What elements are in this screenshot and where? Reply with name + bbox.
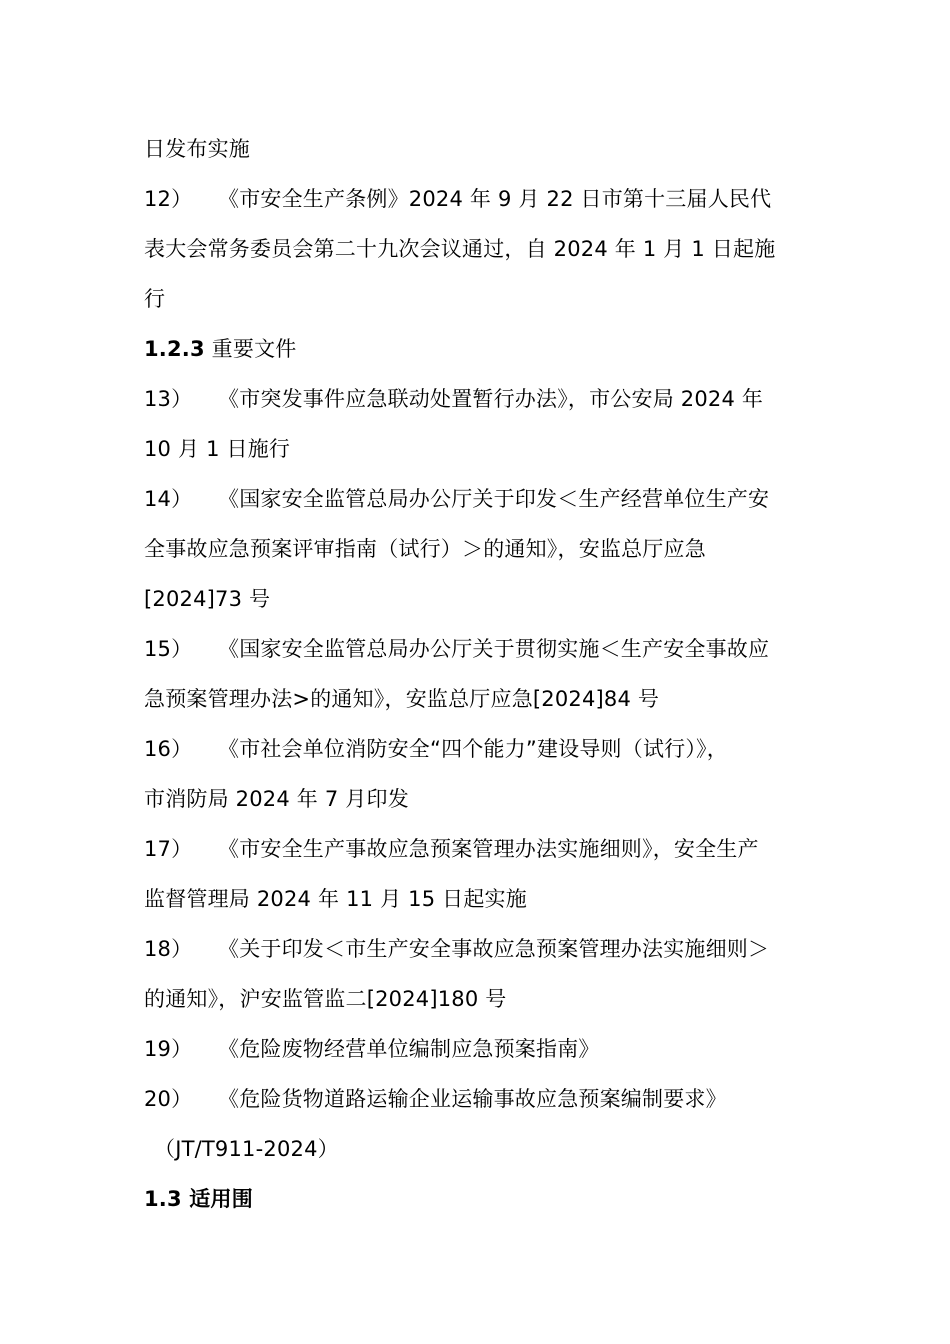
text-line: （JT/T911-2024） <box>154 1137 339 1161</box>
item-number: 19） <box>144 1037 193 1061</box>
list-item-17 <box>144 824 808 874</box>
item-number: 18） <box>144 937 193 961</box>
text-line: 行 <box>144 287 166 311</box>
text-line: 全事故应急预案评审指南（试行）＞的通知》，安监总厅应急 <box>144 537 706 561</box>
list-item-12 <box>144 174 808 224</box>
item-number: 20） <box>144 1087 193 1111</box>
list-item-19 <box>144 1024 808 1074</box>
text-line: 表大会常务委员会第二十九次会议通过，自 2024 年 1 月 1 日起施 <box>144 237 776 261</box>
list-item-15 <box>144 624 808 674</box>
text-line: 急预案管理办法>的通知》，安监总厅应急[2024]84 号 <box>144 687 660 711</box>
item-text: 《国家安全监管总局办公厅关于印发＜生产经营单位生产安 <box>218 487 770 511</box>
item-number: 17） <box>144 837 193 861</box>
item-number: 12） <box>144 187 193 211</box>
section-heading-1-3: 1.3 适用围 <box>144 1187 253 1211</box>
item-number: 14） <box>144 487 193 511</box>
text-line: 市消防局 2024 年 7 月印发 <box>144 787 409 811</box>
document-body <box>144 124 808 1224</box>
list-item-13 <box>144 374 808 424</box>
text-line: 的通知》，沪安监管监二[2024]180 号 <box>144 987 507 1011</box>
list-item-14 <box>144 474 808 524</box>
text-line: 10 月 1 日施行 <box>144 437 291 461</box>
text-line: 日发布实施 <box>144 137 250 161</box>
list-item-16 <box>144 724 808 774</box>
section-title: 重要文件 <box>204 337 297 361</box>
item-text: 《市安全生产条例》2024 年 9 月 22 日市第十三届人民代 <box>218 187 772 211</box>
item-number: 16） <box>144 737 193 761</box>
item-text: 《市突发事件应急联动处置暂行办法》，市公安局 2024 年 <box>218 387 764 411</box>
item-text: 《市安全生产事故应急预案管理办法实施细则》，安全生产 <box>218 837 759 861</box>
item-text: 《市社会单位消防安全“四个能力”建设导则（试行）》， <box>218 737 728 761</box>
list-item-18 <box>144 924 808 974</box>
section-heading-1-2-3 <box>144 324 808 374</box>
item-text: 《危险废物经营单位编制应急预案指南》 <box>218 1037 600 1061</box>
item-text: 《关于印发＜市生产安全事故应急预案管理办法实施细则＞ <box>218 937 770 961</box>
item-number: 15） <box>144 637 193 661</box>
text-line: [2024]73 号 <box>144 587 271 611</box>
text-line: 监督管理局 2024 年 11 月 15 日起实施 <box>144 887 527 911</box>
item-text: 《国家安全监管总局办公厅关于贯彻实施＜生产安全事故应 <box>218 637 770 661</box>
list-item-20 <box>144 1074 808 1124</box>
section-number: 1.2.3 <box>144 337 205 361</box>
item-text: 《危险货物道路运输企业运输事故应急预案编制要求》 <box>218 1087 727 1111</box>
item-number: 13） <box>144 387 193 411</box>
